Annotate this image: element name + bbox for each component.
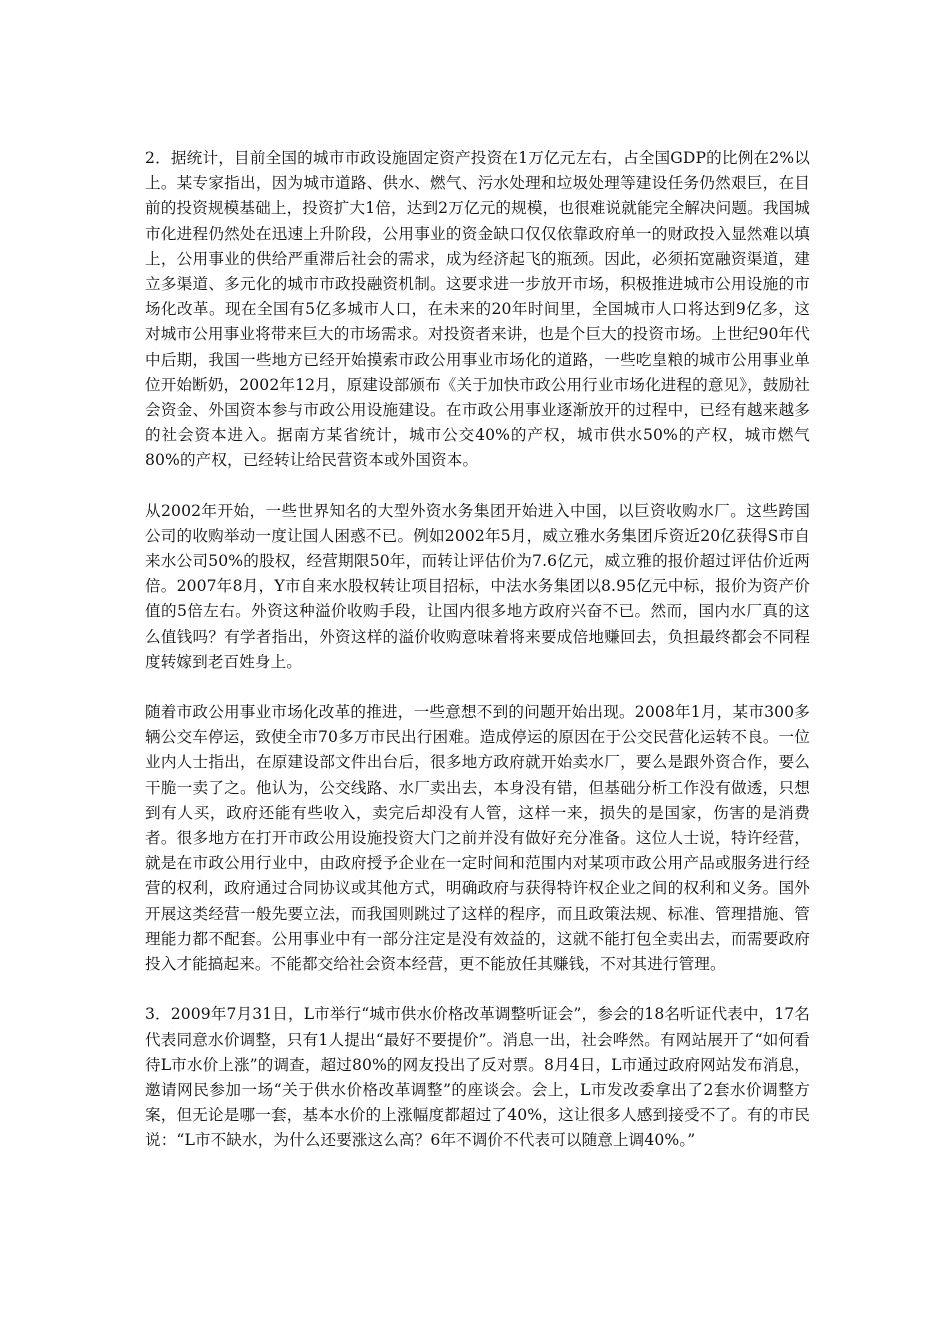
document-body [145,146,810,1179]
paragraph-item-3-hearing: 3．2009年7月31日，L市举行“城市供水价格改革调整听证会”，参会的18名听证代表中，17名代表同意水价调整，只有1人提出“最好不要提价”。消息一出，社会哗然。有网站展开了“如何看待L市水价上涨”的调查，超过80%的网友投出了反对票。8月4日，L市通过政府网站发布消息，邀请网民参加一场“关于供水价格改革调整”的座谈会。会上，L市发改委拿出了2套水价调整方案，但无论是哪一套，基本水价的上涨幅度都超过了40%，这让很多人感到接受不了。有的市民说：“L市不缺水，为什么还要涨这么高？6年不调价不代表可以随意上调40%。” [145,1005,810,1150]
paragraph-foreign-water-groups: 从2002年开始，一些世界知名的大型外资水务集团开始进入中国，以巨资收购水厂。这些跨国公司的收购举动一度让国人困惑不已。例如2002年5月，威立雅水务集团斥资近20亿获得S市自来水公司50%的股权，经营期限50年，而转让评估价为7.6亿元，威立雅的报价超过评估价近两倍。2007年8月，Y市自来水股权转让项目招标，中法水务集团以8.95亿元中标，报价为资产价值的5倍左右。外资这种溢价收购手段，让国内很多地方政府兴奋不已。然而，国内水厂真的这么值钱吗？有学者指出，外资这样的溢价收购意味着将来要成倍地赚回去，负担最终都会不同程度转嫁到老百姓身上。 [145,501,810,671]
paragraph-item-2-intro: 2．据统计，目前全国的城市市政设施固定资产投资在1万亿元左右，占全国GDP的比例在2%以上。某专家指出，因为城市道路、供水、燃气、污水处理和垃圾处理等建设任务仍然艰巨，在目前的投资规模基础上，投资扩大1倍，达到2万亿元的规模，也很难说就能完全解决问题。我国城市化进程仍然处在迅速上升阶段，公用事业的资金缺口仅仅依靠政府单一的财政投入显然难以填上，公用事业的供给严重滞后社会的需求，成为经济起飞的瓶颈。因此，必须拓宽融资渠道，建立多渠道、多元化的城市市政投融资机制。这要求进一步放开市场，积极推进城市公用设施的市场化改革。现在全国有5亿多城市人口，在未来的20年时间里，全国城市人口将达到9亿多，这对城市公用事业将带来巨大的市场需求。对投资者来讲，也是个巨大的投资市场。上世纪90年代中后期，我国一些地方已经开始摸索市政公用事业市场化的道路，一些吃皇粮的城市公用事业单位开始断奶，2002年12月，原建设部颁布《关于加快市政公用行业市场化进程的意见》，鼓励社会资金、外国资本参与市政公用设施建设。在市政公用事业逐渐放开的过程中，已经有越来越多的社会资本进入。据南方某省统计，城市公交40%的产权，城市供水50%的产权，城市燃气80%的产权，已经转让给民营资本或外国资本。 [145,149,810,470]
paragraph-reform-problems: 随着市政公用事业市场化改革的推进，一些意想不到的问题开始出现。2008年1月，某市300多辆公交车停运，致使全市70多万市民出行困难。造成停运的原因在于公交民营化运转不良。一位业内人士指出，在原建设部文件出台后，很多地方政府就开始卖水厂，要么是跟外资合作，要么干脆一卖了之。他认为，公交线路、水厂卖出去，本身没有错，但基础分析工作没有做透，只想到有人买，政府还能有些收入，卖完后却没有人管，这样一来，损失的是国家，伤害的是消费者。很多地方在打开市政公用设施投资大门之前并没有做好充分准备。这位人士说，特许经营，就是在市政公用行业中，由政府授予企业在一定时间和范围内对某项市政公用产品或服务进行经营的权利，政府通过合同协议或其他方式，明确政府与获得特许权企业之间的权利和义务。国外开展这类经营一般先要立法，而我国则跳过了这样的程序，而且政策法规、标准、管理措施、管理能力都不配套。公用事业中有一部分注定是没有效益的，这就不能打包全卖出去，而需要政府投入才能搞起来。不能都交给社会资本经营，更不能放任其赚钱，不对其进行管理。 [145,703,810,974]
